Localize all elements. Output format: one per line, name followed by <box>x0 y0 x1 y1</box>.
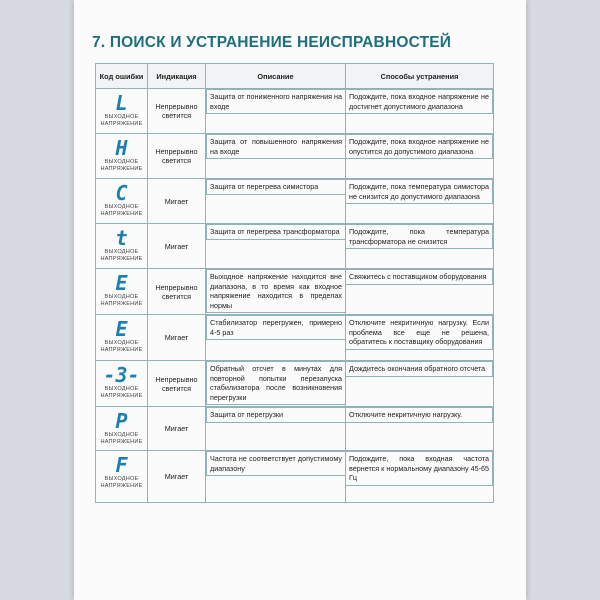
remedy-cell <box>346 315 494 361</box>
error-code-cell <box>96 451 148 503</box>
table-row <box>96 269 494 315</box>
error-code-caption: ВЫХОДНОЕ НАПРЯЖЕНИЕ <box>100 432 143 445</box>
indication-cell: Мигает <box>148 315 206 361</box>
error-code-caption: ВЫХОДНОЕ НАПРЯЖЕНИЕ <box>100 159 143 172</box>
description-cell <box>206 361 346 407</box>
error-code-cell <box>96 315 148 361</box>
remedy-text: Отключите некритичную нагрузку. <box>346 407 493 423</box>
remedy-text: Подождите, пока температура трансформатора не снизится <box>346 224 493 249</box>
remedy-cell <box>346 89 494 134</box>
remedy-text: Подождите, пока входное напряжение не опустится до допустимого диапазона <box>346 134 493 159</box>
description-cell <box>206 179 346 224</box>
error-code-cell <box>96 179 148 224</box>
error-code-display: F <box>115 453 128 477</box>
description-cell <box>206 451 346 503</box>
header-indication: Индикация <box>148 64 206 89</box>
table-header-row <box>96 64 494 89</box>
error-code-caption: ВЫХОДНОЕ НАПРЯЖЕНИЕ <box>100 114 143 127</box>
remedy-cell <box>346 269 494 315</box>
table-body <box>96 89 494 503</box>
indication-cell: Мигает <box>148 224 206 269</box>
error-code-cell <box>96 224 148 269</box>
description-text: Защита от перегрева симистора <box>206 179 345 195</box>
indication-cell: Непрерывно светится <box>148 269 206 315</box>
description-text: Защита от перегрева трансформатора <box>206 224 345 240</box>
remedy-text: Подождите, пока температура симистора не снизится до допустимого диапазона <box>346 179 493 204</box>
error-code-caption: ВЫХОДНОЕ НАПРЯЖЕНИЕ <box>100 249 143 262</box>
description-cell <box>206 407 346 451</box>
error-code-caption: ВЫХОДНОЕ НАПРЯЖЕНИЕ <box>100 476 143 489</box>
troubleshooting-table <box>95 63 494 503</box>
error-code-cell <box>96 361 148 407</box>
error-code-caption: ВЫХОДНОЕ НАПРЯЖЕНИЕ <box>100 294 143 307</box>
description-cell <box>206 134 346 179</box>
error-code-cell <box>96 89 148 134</box>
description-text: Выходное напряжение находится вне диапазона, в то время как входное напряжение находится в пределах нормы <box>206 269 345 313</box>
remedy-cell <box>346 134 494 179</box>
remedy-text: Подождите, пока входная частота вернется к нормальному диапазону 45-65 Гц <box>346 451 493 486</box>
description-text: Защита от повышенного напряжения на входе <box>206 134 345 159</box>
table-row <box>96 224 494 269</box>
description-cell <box>206 224 346 269</box>
remedy-cell <box>346 451 494 503</box>
header-description: Описание <box>206 64 346 89</box>
error-code-display: E <box>115 271 128 295</box>
table-row <box>96 134 494 179</box>
indication-cell: Мигает <box>148 451 206 503</box>
error-code-display: -3- <box>103 363 140 387</box>
description-text: Стабилизатор перегружен, примерно 4-5 раз <box>206 315 345 340</box>
description-text: Обратный отсчет в минутах для повторной попытки перезапуска стабилизатора после возникновения перегрузки <box>206 361 345 405</box>
indication-cell: Непрерывно светится <box>148 134 206 179</box>
description-cell <box>206 269 346 315</box>
remedy-cell <box>346 361 494 407</box>
error-code-display: t <box>115 226 128 250</box>
section-title: 7. ПОИСК И УСТРАНЕНИЕ НЕИСПРАВНОСТЕЙ <box>92 34 452 51</box>
error-code-cell <box>96 134 148 179</box>
error-code-display: E <box>115 317 128 341</box>
table-row <box>96 407 494 451</box>
header-code: Код ошибки <box>96 64 148 89</box>
description-cell <box>206 89 346 134</box>
remedy-cell <box>346 407 494 451</box>
error-code-caption: ВЫХОДНОЕ НАПРЯЖЕНИЕ <box>100 386 143 399</box>
indication-cell: Мигает <box>148 407 206 451</box>
remedy-text: Дождитесь окончания обратного отсчета <box>346 361 493 377</box>
table-row <box>96 361 494 407</box>
description-text: Защита от перегрузки <box>206 407 345 423</box>
table-row <box>96 315 494 361</box>
description-text: Частота не соответствует допустимому диапазону <box>206 451 345 476</box>
error-code-cell <box>96 269 148 315</box>
error-code-display: H <box>115 136 128 160</box>
error-code-caption: ВЫХОДНОЕ НАПРЯЖЕНИЕ <box>100 204 143 217</box>
error-code-display: P <box>115 409 128 433</box>
indication-cell: Мигает <box>148 179 206 224</box>
error-code-caption: ВЫХОДНОЕ НАПРЯЖЕНИЕ <box>100 340 143 353</box>
remedy-text: Отключите некритичную нагрузку. Если проблема все еще не решена, обратитесь к поставщику оборудования <box>346 315 493 350</box>
table-row <box>96 451 494 503</box>
error-code-display: L <box>115 91 128 115</box>
remedy-text: Свяжитесь с поставщиком оборудования <box>346 269 493 285</box>
remedy-text: Подождите, пока входное напряжение не достигнет допустимого диапазона <box>346 89 493 114</box>
description-text: Защита от пониженного напряжения на входе <box>206 89 345 114</box>
indication-cell: Непрерывно светится <box>148 361 206 407</box>
remedy-cell <box>346 179 494 224</box>
indication-cell: Непрерывно светится <box>148 89 206 134</box>
header-remedy: Способы устранения <box>346 64 494 89</box>
remedy-cell <box>346 224 494 269</box>
table-row <box>96 89 494 134</box>
table-row <box>96 179 494 224</box>
error-code-cell <box>96 407 148 451</box>
description-cell <box>206 315 346 361</box>
error-code-display: C <box>115 181 128 205</box>
